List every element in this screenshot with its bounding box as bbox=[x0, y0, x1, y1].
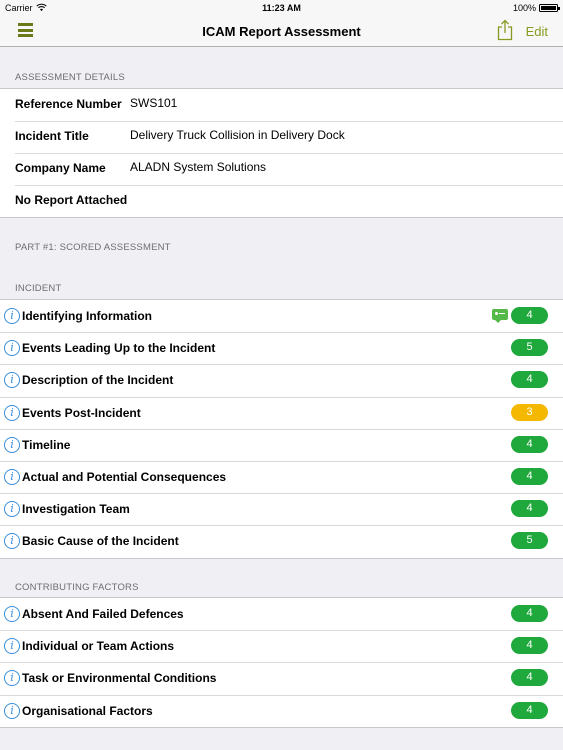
incident-header: INCIDENT bbox=[15, 283, 62, 294]
assessment-row[interactable] bbox=[0, 662, 563, 694]
contributing-factors-header: CONTRIBUTING FACTORS bbox=[15, 582, 139, 593]
incident-group bbox=[0, 299, 563, 559]
share-icon[interactable] bbox=[497, 19, 513, 41]
score-badge: 4 bbox=[511, 371, 548, 388]
row-label: Events Leading Up to the Incident bbox=[22, 341, 216, 356]
row-value: ALADN System Solutions bbox=[130, 160, 267, 174]
reference-number-row[interactable] bbox=[0, 89, 563, 121]
row-label: Investigation Team bbox=[22, 502, 130, 517]
row-label: Organisational Factors bbox=[22, 703, 153, 718]
incident-title-row[interactable] bbox=[0, 121, 563, 153]
assessment-row[interactable] bbox=[0, 695, 563, 727]
score-badge: 4 bbox=[511, 436, 548, 453]
score-badge: 4 bbox=[511, 637, 548, 654]
score-badge: 4 bbox=[511, 669, 548, 686]
row-label: Timeline bbox=[22, 437, 71, 452]
score-badge: 4 bbox=[511, 605, 548, 622]
row-label: Absent And Failed Defences bbox=[22, 607, 184, 621]
navigation-bar bbox=[0, 16, 563, 47]
assessment-row[interactable] bbox=[0, 332, 563, 364]
row-label: Events Post-Incident bbox=[22, 405, 141, 420]
info-icon[interactable]: i bbox=[4, 405, 20, 421]
comment-icon[interactable] bbox=[492, 309, 508, 320]
carrier-label: Carrier bbox=[5, 3, 33, 13]
info-icon[interactable]: i bbox=[4, 437, 20, 453]
score-badge: 3 bbox=[511, 404, 548, 421]
row-label: Individual or Team Actions bbox=[22, 639, 175, 654]
row-label: Company Name bbox=[15, 161, 106, 175]
assessment-details-group bbox=[0, 88, 563, 218]
score-badge: 4 bbox=[511, 702, 548, 719]
assessment-details-header: ASSESSMENT DETAILS bbox=[15, 72, 125, 83]
assessment-row[interactable] bbox=[0, 630, 563, 662]
row-value: SWS101 bbox=[130, 96, 178, 110]
info-icon[interactable]: i bbox=[4, 340, 20, 356]
assessment-row[interactable] bbox=[0, 397, 563, 429]
assessment-row[interactable] bbox=[0, 461, 563, 493]
battery-icon bbox=[539, 4, 558, 12]
report-attachment-row[interactable] bbox=[0, 185, 563, 217]
row-label: Identifying Information bbox=[22, 309, 152, 323]
row-label: Reference Number bbox=[15, 97, 122, 111]
info-icon[interactable]: i bbox=[4, 308, 20, 324]
score-badge: 4 bbox=[511, 468, 548, 485]
info-icon[interactable]: i bbox=[4, 372, 20, 388]
row-label: Basic Cause of the Incident bbox=[22, 534, 179, 549]
row-label: Incident Title bbox=[15, 129, 89, 143]
info-icon[interactable]: i bbox=[4, 670, 20, 686]
info-icon[interactable]: i bbox=[4, 703, 20, 719]
status-bar bbox=[0, 0, 563, 16]
assessment-row[interactable] bbox=[0, 300, 563, 332]
score-badge: 4 bbox=[511, 500, 548, 517]
info-icon[interactable]: i bbox=[4, 469, 20, 485]
page-title: ICAM Report Assessment bbox=[202, 24, 361, 39]
score-badge: 4 bbox=[511, 307, 548, 324]
info-icon[interactable]: i bbox=[4, 533, 20, 549]
assessment-row[interactable] bbox=[0, 364, 563, 396]
clock: 11:23 AM bbox=[262, 3, 301, 13]
row-value: Delivery Truck Collision in Delivery Dock bbox=[130, 128, 345, 142]
part1-header: PART #1: SCORED ASSESSMENT bbox=[15, 242, 171, 253]
assessment-row[interactable] bbox=[0, 525, 563, 557]
info-icon[interactable]: i bbox=[4, 606, 20, 622]
info-icon[interactable]: i bbox=[4, 638, 20, 654]
battery-percentage: 100% bbox=[512, 3, 536, 13]
company-name-row[interactable] bbox=[0, 153, 563, 185]
contributing-factors-group bbox=[0, 597, 563, 728]
info-icon[interactable]: i bbox=[4, 501, 20, 517]
row-label: Task or Environmental Conditions bbox=[22, 671, 217, 686]
row-label: Actual and Potential Consequences bbox=[22, 469, 227, 484]
assessment-row[interactable] bbox=[0, 429, 563, 461]
row-label: Description of the Incident bbox=[22, 373, 174, 388]
row-label: No Report Attached bbox=[15, 193, 128, 207]
assessment-row[interactable] bbox=[0, 598, 563, 630]
score-badge: 5 bbox=[511, 532, 548, 549]
assessment-row[interactable] bbox=[0, 493, 563, 525]
edit-button[interactable]: Edit bbox=[525, 24, 548, 39]
score-badge: 5 bbox=[511, 339, 548, 356]
